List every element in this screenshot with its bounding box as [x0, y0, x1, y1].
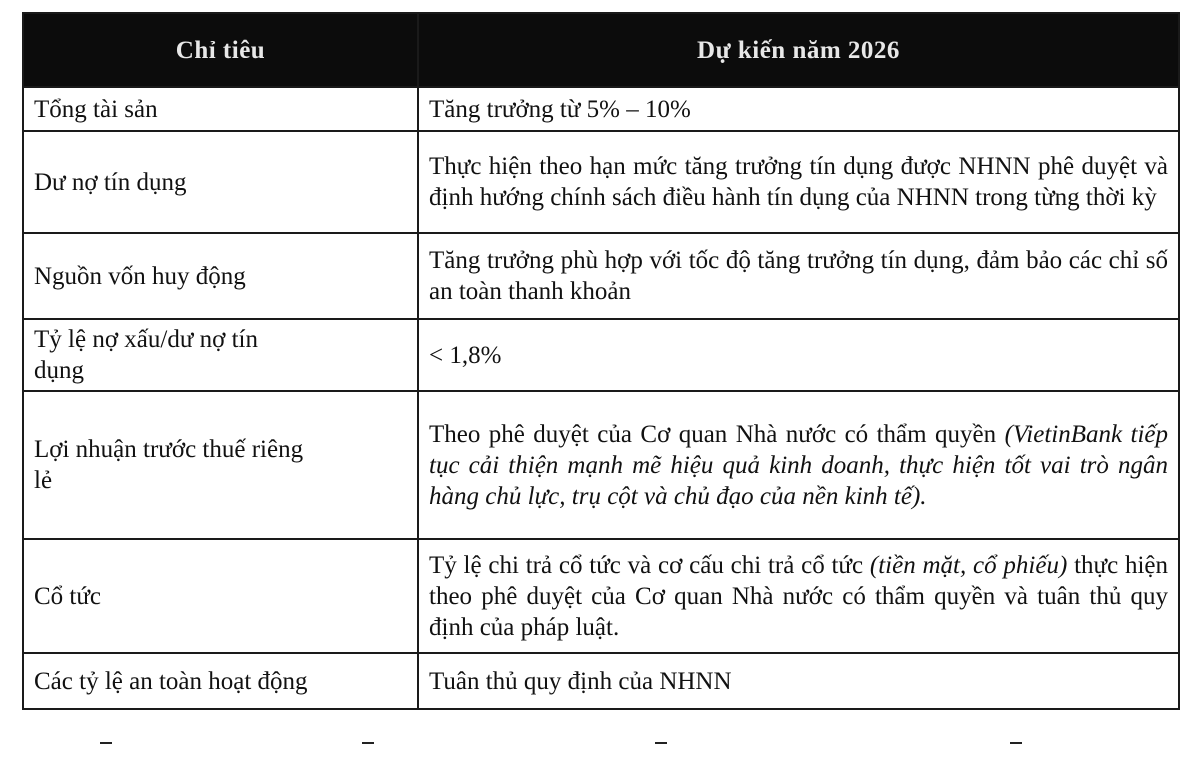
cut-off-mark	[362, 742, 374, 749]
table-row	[23, 539, 1179, 653]
cut-off-mark	[655, 742, 667, 749]
row-content-note: (tiền mặt, cổ phiếu)	[869, 551, 1068, 579]
row-content: Tăng trưởng phù hợp với tốc độ tăng trưởng tín dụng, đảm bảo các chỉ số an toàn thanh khoản	[418, 233, 1179, 319]
row-label: Dư nợ tín dụng	[23, 131, 418, 233]
row-label: Các tỷ lệ an toàn hoạt động	[23, 653, 418, 709]
row-content-post: thực hiện theo phê duyệt của Cơ quan Nhà nước có thẩm quyền và tuân thủ quy định của pháp luật.	[429, 551, 1168, 641]
row-label: Nguồn vốn huy động	[23, 233, 418, 319]
row-content-note: (VietinBank tiếp tục cải thiện mạnh mẽ hiệu quả kinh doanh, thực hiện tốt vai trò ngân hàng chủ lực, trụ cột và chủ đạo của nền kinh tế).	[429, 420, 1169, 510]
row-content: Tuân thủ quy định của NHNN	[418, 653, 1179, 709]
row-content	[418, 539, 1179, 653]
table-row	[23, 233, 1179, 319]
row-label: Cổ tức	[23, 539, 418, 653]
header-row	[23, 13, 1179, 87]
header-forecast-2026: Dự kiến năm 2026	[418, 13, 1179, 87]
cut-off-mark	[1010, 742, 1022, 749]
row-content: < 1,8%	[418, 319, 1179, 391]
row-label: Tổng tài sản	[23, 87, 418, 131]
row-content-pre: Tỷ lệ chi trả cổ tức và cơ cấu chi trả cổ tức	[429, 551, 870, 579]
table-row	[23, 319, 1179, 391]
row-label: Tỷ lệ nợ xấu/dư nợ tín dụng	[23, 319, 418, 391]
table-row	[23, 653, 1179, 709]
cut-off-mark	[100, 742, 112, 749]
row-content-main: Theo phê duyệt của Cơ quan Nhà nước có thẩm quyền	[429, 420, 997, 448]
table-row	[23, 87, 1179, 131]
row-content	[418, 391, 1179, 539]
row-content: Tăng trưởng từ 5% – 10%	[418, 87, 1179, 131]
table-row	[23, 131, 1179, 233]
row-content: Thực hiện theo hạn mức tăng trưởng tín dụng được NHNN phê duyệt và định hướng chính sách điều hành tín dụng của NHNN trong từng thời kỳ	[418, 131, 1179, 233]
table-row	[23, 391, 1179, 539]
header-indicator: Chỉ tiêu	[23, 13, 418, 87]
row-label: Lợi nhuận trước thuế riêng lẻ	[23, 391, 418, 539]
plan-table	[22, 12, 1180, 710]
